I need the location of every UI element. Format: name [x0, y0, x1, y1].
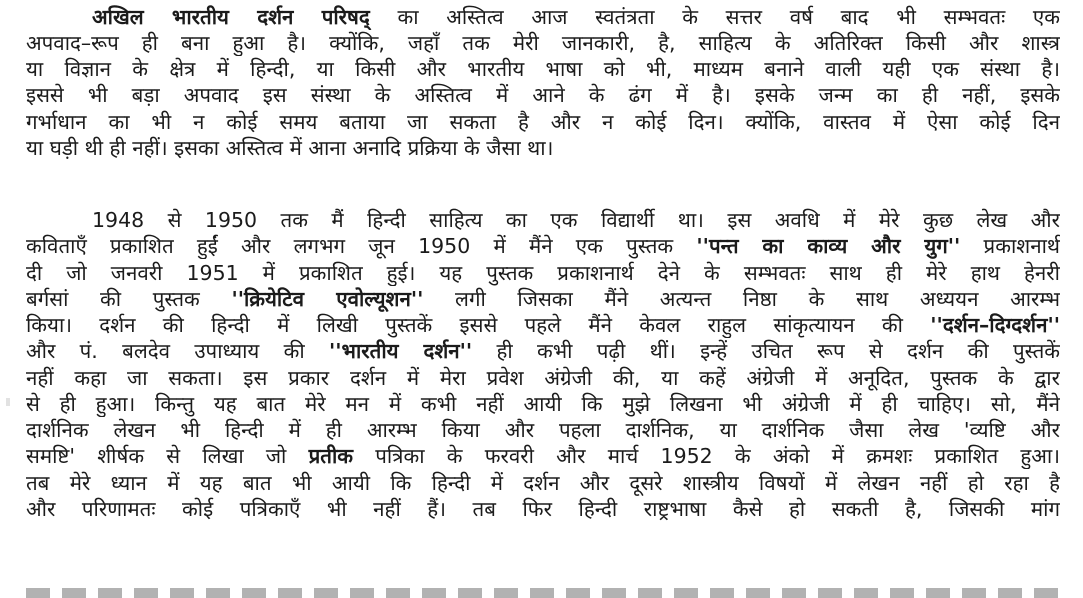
text-span: नहीं कहा जा सकता। इस प्रकार दर्शन में मेरा प्रवेश अंग्रेजी की, या कहें अंग्रेजी में अनूदित, पुस्तक के द्वार: [26, 366, 1060, 390]
text-span: इससे भी बड़ा अपवाद इस संस्था के अस्तित्व में आने के ढंग में है। इसके जन्म का ही नहीं, इसके: [26, 83, 1060, 107]
text-line: [26, 286, 1060, 312]
text-line: [26, 496, 1060, 522]
text-line: [26, 417, 1060, 443]
text-span: कविताएँ प्रकाशित हुईं और लगभग जून 1950 में मैंने एक पुस्तक: [26, 234, 697, 258]
text-span: 1948 से 1950 तक मैं हिन्दी साहित्य का एक विद्यार्थी था। इस अवधि में मेरे कुछ लेख और: [92, 208, 1060, 232]
text-span: दी जो जनवरी 1951 में प्रकाशित हुई। यह पुस्तक प्रकाशनार्थ देने के सम्भवतः साथ ही मेरे हाथ हेनरी: [26, 261, 1060, 285]
text-line: [26, 365, 1060, 391]
bold-title-span: प्रतीक: [308, 444, 353, 468]
text-line: [26, 391, 1060, 417]
bold-title-span: ''क्रियेटिव एवोल्यूशन'': [231, 287, 424, 311]
scan-speck: [6, 398, 10, 406]
text-span: किया। दर्शन की हिन्दी में लिखी पुस्तकें इससे पहले मैंने केवल राहुल सांकृत्यायन की: [26, 313, 931, 337]
text-line: [26, 135, 1060, 161]
text-span: ही कभी पढ़ी थीं। इन्हें उचित रूप से दर्शन की पुस्तकें: [472, 339, 1060, 363]
text-line: [26, 30, 1060, 56]
text-span: पत्रिका के फरवरी और मार्च 1952 के अंको में क्रमशः प्रकाशित हुआ।: [353, 444, 1060, 468]
bold-title-span: ''भारतीय दर्शन'': [328, 339, 473, 363]
text-line: [26, 443, 1060, 469]
text-span: समष्टि' शीर्षक से लिखा जो: [26, 444, 309, 468]
text-span: से ही हुआ। किन्तु यह बात मेरे मन में कभी नहीं आयी कि मुझे लिखना भी अंग्रेजी में ही चाहिए। सो, मैंने: [26, 392, 1060, 416]
text-span: बर्गसां की पुस्तक: [26, 287, 232, 311]
text-line: [26, 56, 1060, 82]
text-line: [26, 338, 1060, 364]
text-line: [26, 82, 1060, 108]
bold-title-span: अखिल भारतीय दर्शन परिषद्: [92, 5, 370, 29]
text-span: गर्भाधान का भी न कोई समय बताया जा सकता है और न कोई दिन। क्योंकि, वास्तव में ऐसा कोई दिन: [26, 110, 1060, 134]
text-line: [92, 207, 1060, 233]
bold-title-span: ''दर्शन–दिग्दर्शन'': [930, 313, 1060, 337]
cut-off-text-line: [26, 588, 1060, 598]
text-span: तब मेरे ध्यान में यह बात भी आयी कि हिन्दी में दर्शन और दूसरे शास्त्रीय विषयों में लेखन नहीं हो रहा है: [26, 471, 1060, 495]
text-span: अपवाद–रूप ही बना हुआ है। क्योंकि, जहाँ तक मेरी जानकारी, है, साहित्य के अतिरिक्त किसी और शास्त्र: [26, 31, 1060, 55]
text-line: [26, 260, 1060, 286]
text-span: का अस्तित्व आज स्वतंत्रता के सत्तर वर्ष बाद भी सम्भवतः एक: [369, 5, 1060, 29]
text-line: [26, 312, 1060, 338]
bold-title-span: ''पन्त का काव्य और युग'': [696, 234, 961, 258]
text-span: लगी जिसका मैंने अत्यन्त निष्ठा के साथ अध्ययन आरम्भ: [423, 287, 1060, 311]
text-span: या विज्ञान के क्षेत्र में हिन्दी, या किसी और भारतीय भाषा को भी, माध्यम बनाने वाली यही एक संस्था है।: [26, 57, 1060, 81]
text-line: [92, 4, 1060, 30]
text-span: और पं. बलदेव उपाध्याय की: [26, 339, 329, 363]
text-span: प्रकाशनार्थ: [960, 234, 1060, 258]
text-span: दार्शनिक लेखन भी हिन्दी में ही आरम्भ किया और पहला दार्शनिक, या दार्शनिक जैसा लेख 'व्यष्टि और: [26, 418, 1060, 442]
text-line: [26, 109, 1060, 135]
text-span: या घड़ी थी ही नहीं। इसका अस्तित्व में आना अनादि प्रक्रिया के जैसा था।: [26, 136, 554, 160]
text-span: और परिणामतः कोई पत्रिकाएँ भी नहीं हैं। तब फिर हिन्दी राष्ट्रभाषा कैसे हो सकती है, जिसकी मांग: [26, 497, 1060, 521]
text-line: [26, 470, 1060, 496]
text-line: [26, 233, 1060, 259]
